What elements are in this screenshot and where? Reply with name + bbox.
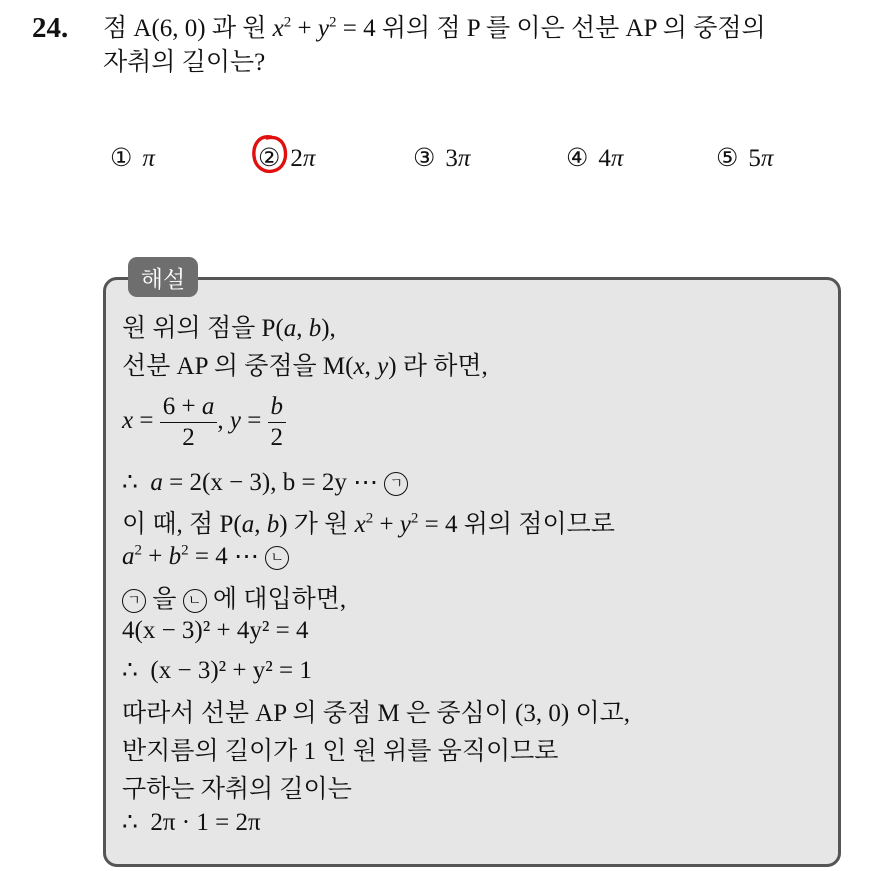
circled-giyeok-icon: ㄱ <box>122 589 146 613</box>
solution-line-2: 선분 AP 의 중점을 M(x, y) 라 하면, <box>122 353 488 380</box>
choice-4[interactable] <box>566 143 623 173</box>
question-line-2: 자취의 길이는? <box>103 49 266 76</box>
sol-l5-end: = 4 위의 점이므로 <box>418 511 615 538</box>
choice-5-value: π <box>760 145 774 172</box>
choice-1[interactable] <box>110 143 155 173</box>
circled-nieun-icon: ㄴ <box>183 589 207 613</box>
question-number: 24. <box>32 12 69 44</box>
sol-l1-text: 원 위의 점을 P( <box>122 315 284 342</box>
solution-line-13 <box>122 807 261 837</box>
choice-2-coef: 2 <box>290 145 303 172</box>
therefore-symbol: ∴ <box>122 657 138 684</box>
circled-giyeok-icon: ㄱ <box>384 472 408 496</box>
sol-l7-a: 을 <box>152 586 177 613</box>
choice-2[interactable] <box>258 143 315 173</box>
frac-y-numerator: b <box>270 393 284 420</box>
choice-5[interactable] <box>716 143 773 173</box>
question-line-1-end: = 4 위의 점 P 를 이은 선분 AP 의 중점의 <box>336 15 766 42</box>
fraction-x: $\frac{6 + a}{2}$ <box>160 392 218 453</box>
frac-x-denominator: 2 <box>182 424 195 451</box>
frac-y-denominator: 2 <box>270 424 284 451</box>
choice-5-number: ⑤ <box>716 145 739 172</box>
solution-line-3: x = $\frac{6 + a}{2}$ , y = $\frac{b}{2}$ <box>122 392 286 453</box>
solution-line-10: 따라서 선분 AP 의 중점 M 은 중심이 (3, 0) 이고, <box>122 700 631 727</box>
choice-3-value: π <box>457 145 471 172</box>
solution-line-6: $a^2 + b^2 = 4$ ⋯ ㄴ <box>122 541 289 571</box>
sol-l7-b: 에 대입하면, <box>212 586 347 613</box>
choice-2-value: π <box>302 145 316 172</box>
choice-4-coef: 4 <box>598 145 611 172</box>
solution-line-11: 반지름의 길이가 1 인 원 위를 움직이므로 <box>122 738 559 765</box>
sol-l5-mid: ) 가 원 <box>279 511 355 538</box>
sol-l6-text: = 4 ⋯ <box>188 543 259 570</box>
question-line-1-start: 점 A(6, 0) 과 원 <box>103 15 273 42</box>
choice-1-value: π <box>142 145 155 172</box>
sol-l5-start: 이 때, 점 P( <box>122 511 242 538</box>
question-line-1: 점 A(6, 0) 과 원 $x^2 + y^2 = 4$ 위의 점 P 를 이은 선분 AP 의 중점의 <box>103 14 766 42</box>
choice-2-number: ② <box>258 145 281 172</box>
circled-nieun-icon: ㄴ <box>265 546 289 570</box>
solution-line-4: ∴ a = 2(x − 3), b = 2y ⋯ ㄱ <box>122 467 408 497</box>
sol-l2-text: 선분 AP 의 중점을 M( <box>122 353 354 380</box>
choice-5-coef: 5 <box>748 145 761 172</box>
sol-l4-text: = 2(x − 3), b = 2y ⋯ <box>169 469 379 496</box>
sol-l13-text: 2π · 1 = 2π <box>150 809 261 836</box>
solution-label: 해설 <box>128 257 198 297</box>
frac-x-numerator: 6 + <box>162 393 202 420</box>
choice-4-value: π <box>610 145 624 172</box>
answer-choices <box>0 143 884 177</box>
solution-line-7 <box>122 579 346 615</box>
question-text <box>103 12 873 80</box>
sol-l2-end: ) 라 하면, <box>388 353 488 380</box>
choice-4-number: ④ <box>566 145 589 172</box>
solution-line-8: 4(x − 3)² + 4y² = 4 <box>122 617 309 644</box>
choice-3-coef: 3 <box>445 145 458 172</box>
solution-line-5: 이 때, 점 P(a, b) 가 원 $x^2 + y^2 = 4$ 위의 점이므로 <box>122 510 615 538</box>
fraction-y <box>268 392 287 453</box>
solution-line-9 <box>122 655 312 685</box>
solution-line-12: 구하는 자취의 길이는 <box>122 776 352 803</box>
choice-1-number: ① <box>110 145 133 172</box>
therefore-symbol: ∴ <box>122 809 138 836</box>
sol-l9-text: (x − 3)² + y² = 1 <box>150 657 312 684</box>
therefore-symbol: ∴ <box>122 469 138 496</box>
choice-3[interactable] <box>413 143 470 173</box>
solution-line-1: 원 위의 점을 P(a, b), <box>122 315 336 342</box>
choice-3-number: ③ <box>413 145 436 172</box>
